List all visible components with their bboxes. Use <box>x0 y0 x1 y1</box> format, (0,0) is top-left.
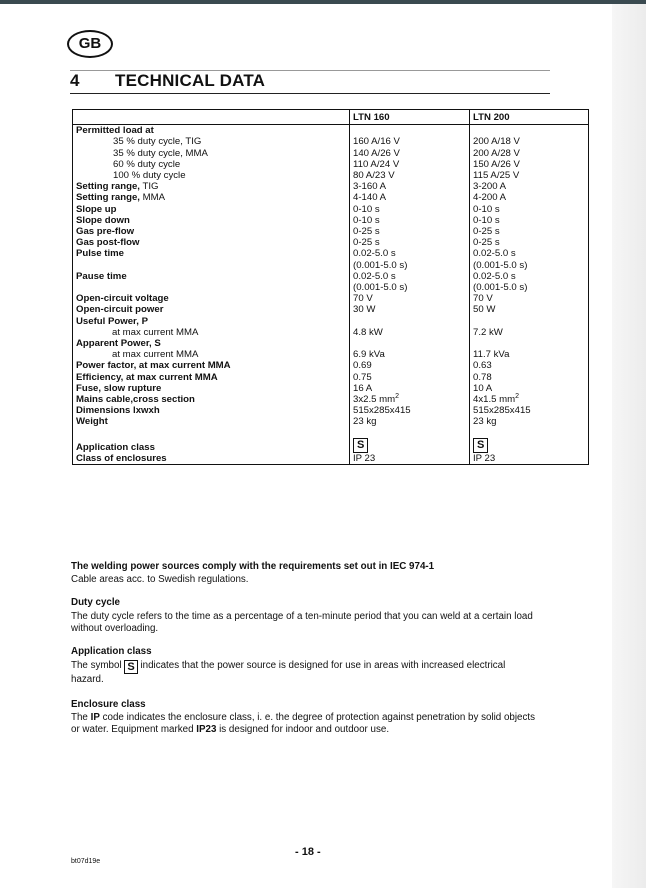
value-ltn160 <box>350 136 470 147</box>
table-row <box>73 136 589 147</box>
enclosure-text-2: code indicates the enclosure class, i. e. the degree of protection against penetration by solid objects or water. Equipment marked <box>71 712 536 735</box>
table-row <box>73 271 589 293</box>
cell-value: 3-160 A <box>353 181 387 193</box>
section-title-text: TECHNICAL DATA <box>115 71 266 90</box>
application-class-heading: Application class <box>71 646 152 657</box>
table-row <box>73 383 589 394</box>
value-ltn200 <box>470 159 589 170</box>
value-ltn200 <box>470 416 589 435</box>
application-class-symbol-icon: S <box>124 660 137 674</box>
row-label-text: Weight <box>76 416 108 428</box>
table-header-ltn160: LTN 160 <box>350 110 470 125</box>
page-number: - 18 - <box>295 846 321 858</box>
cell-value: 0-10 s <box>353 203 380 215</box>
row-label <box>73 394 350 405</box>
value-ltn160 <box>350 271 470 293</box>
cell-value: 150 A/26 V <box>473 158 520 170</box>
table-row <box>73 170 589 181</box>
viewer-scroll-gutter[interactable] <box>612 4 646 888</box>
row-label <box>73 416 350 435</box>
value-ltn160 <box>350 316 470 338</box>
table-row <box>73 215 589 226</box>
compliance-note: The welding power sources comply with the requirements set out in IEC 974-1 <box>71 561 435 572</box>
value-ltn160 <box>350 170 470 181</box>
row-label-text: Class of enclosures <box>76 452 167 464</box>
row-label-text: Permitted load at <box>76 125 154 137</box>
cell-value: 115 A/25 V <box>473 170 520 182</box>
row-label-text: Setting range, <box>76 181 140 193</box>
row-label-text: Slope up <box>76 203 117 215</box>
value-ltn200 <box>470 436 589 453</box>
row-label <box>73 226 350 237</box>
application-class-symbol-icon: S <box>353 438 368 453</box>
cell-value: 3-200 A <box>473 181 507 193</box>
cell-value: 160 A/16 V <box>353 136 400 148</box>
table-row <box>73 192 589 203</box>
row-label-text: 60 % duty cycle <box>113 158 181 170</box>
table-header-ltn200: LTN 200 <box>470 110 589 125</box>
row-label <box>73 248 350 270</box>
row-label <box>73 181 350 192</box>
enclosure-text-1: The <box>71 712 91 723</box>
cell-value: 4-140 A <box>353 192 387 204</box>
cell-value: 0.02-5.0 s <box>353 270 396 282</box>
table-row <box>73 372 589 383</box>
value-ltn200 <box>470 271 589 293</box>
document-code: bt07d19e <box>71 858 101 865</box>
row-label <box>73 405 350 416</box>
row-label <box>73 372 350 383</box>
value-ltn160 <box>350 192 470 203</box>
row-label <box>73 383 350 394</box>
row-label <box>73 136 350 147</box>
table-row <box>73 204 589 215</box>
application-class-symbol-icon: S <box>473 438 488 453</box>
cell-value: 200 A/28 V <box>473 147 520 159</box>
cell-value: 0-25 s <box>473 226 500 238</box>
section-number: 4 <box>70 71 80 90</box>
value-ltn160 <box>350 181 470 192</box>
value-ltn200 <box>470 293 589 304</box>
cell-value: 0-25 s <box>473 237 500 249</box>
duty-cycle-heading: Duty cycle <box>71 597 121 608</box>
value-ltn200 <box>470 338 589 360</box>
row-label <box>73 215 350 226</box>
row-label <box>73 293 350 304</box>
row-label-text: Pause time <box>76 270 127 282</box>
cell-value-secondary: (0.001-5.0 s) <box>353 282 408 294</box>
row-label-text: Application class <box>76 441 155 453</box>
value-ltn200 <box>470 170 589 181</box>
cell-value: 16 A <box>353 382 373 394</box>
value-ltn160 <box>350 159 470 170</box>
cell-value: 0-10 s <box>473 214 500 226</box>
table-row <box>73 304 589 315</box>
table-row <box>73 416 589 435</box>
value-ltn160 <box>350 360 470 371</box>
table-row <box>73 237 589 248</box>
value-ltn160 <box>350 215 470 226</box>
value-ltn160 <box>350 394 470 405</box>
row-label <box>73 192 350 203</box>
row-label-text: Fuse, slow rupture <box>76 382 162 394</box>
row-label <box>73 316 350 338</box>
row-label <box>73 453 350 465</box>
cell-value: 0.69 <box>353 360 372 372</box>
value-ltn200 <box>470 125 589 137</box>
cell-value-secondary: (0.001-5.0 s) <box>473 259 528 271</box>
value-ltn200 <box>470 237 589 248</box>
cell-value: 515x285x415 <box>473 405 531 417</box>
cell-value: 0.78 <box>473 371 492 383</box>
cell-value: 0-10 s <box>353 214 380 226</box>
value-ltn160 <box>350 304 470 315</box>
value-ltn200 <box>470 304 589 315</box>
table-row <box>73 360 589 371</box>
value-ltn200 <box>470 204 589 215</box>
cell-value: 70 V <box>473 293 493 305</box>
cell-value: 0-25 s <box>353 226 380 238</box>
table-row <box>73 453 589 465</box>
value-ltn200 <box>470 215 589 226</box>
value-ltn160 <box>350 248 470 270</box>
row-label-text: Gas post-flow <box>76 237 140 249</box>
cell-value: 30 W <box>353 304 376 316</box>
cell-value: IP 23 <box>473 452 496 464</box>
value-ltn200 <box>470 372 589 383</box>
cell-value: 0.02-5.0 s <box>473 270 516 282</box>
duty-cycle-text: The duty cycle refers to the time as a percentage of a ten-minute period that you can weld at a certain load without overloading. <box>71 611 533 634</box>
value-ltn160 <box>350 338 470 360</box>
row-label <box>73 148 350 159</box>
enclosure-text-3: is designed for indoor and outdoor use. <box>216 723 390 735</box>
cell-value: 7.2 kW <box>473 326 503 338</box>
cell-value: 4-200 A <box>473 192 507 204</box>
row-label-text: Apparent Power, S <box>76 338 161 350</box>
enclosure-ip: IP <box>90 712 100 723</box>
value-ltn160 <box>350 204 470 215</box>
value-ltn160 <box>350 226 470 237</box>
value-ltn200 <box>470 394 589 405</box>
table-row <box>73 436 589 453</box>
cell-value: 200 A/18 V <box>473 136 520 148</box>
row-label-text: Efficiency, at max current MMA <box>76 371 218 383</box>
row-label <box>73 338 350 360</box>
value-ltn200 <box>470 136 589 147</box>
value-ltn160 <box>350 436 470 453</box>
cell-superscript: 2 <box>395 393 400 401</box>
row-label <box>73 204 350 215</box>
value-ltn160 <box>350 405 470 416</box>
row-label <box>73 125 350 137</box>
cell-value: 0-10 s <box>473 203 500 215</box>
cell-value-secondary: (0.001-5.0 s) <box>473 282 528 294</box>
cell-value: 6.9 kVa <box>353 349 385 361</box>
cell-value: 0.02-5.0 s <box>473 248 516 260</box>
row-label <box>73 170 350 181</box>
row-label <box>73 237 350 248</box>
table-row <box>73 338 589 360</box>
section-rule-bottom <box>70 93 550 94</box>
row-label-text: Setting range, <box>76 192 140 204</box>
value-ltn200 <box>470 192 589 203</box>
row-label-sub: at max current MMA <box>112 349 199 361</box>
row-label-text: 100 % duty cycle <box>113 170 186 182</box>
cell-value: 515x285x415 <box>353 405 411 417</box>
cell-value: 3x2.5 mm <box>353 394 396 406</box>
cell-value: 23 kg <box>353 416 377 428</box>
row-label <box>73 360 350 371</box>
cell-value: 11.7 kVa <box>473 349 510 361</box>
cell-value: 0-25 s <box>353 237 380 249</box>
cell-value: IP 23 <box>353 452 376 464</box>
row-label-text: 35 % duty cycle, MMA <box>113 147 208 159</box>
cell-value: 4.8 kW <box>353 326 383 338</box>
language-badge: GB <box>67 30 113 58</box>
row-label-text: Slope down <box>76 214 130 226</box>
table-row <box>73 148 589 159</box>
enclosure-ip23: IP23 <box>196 723 217 735</box>
value-ltn160 <box>350 148 470 159</box>
value-ltn160 <box>350 416 470 435</box>
cell-value: 140 A/26 V <box>353 147 400 159</box>
cell-superscript: 2 <box>515 393 520 401</box>
value-ltn200 <box>470 248 589 270</box>
technical-data-table <box>72 109 589 465</box>
cell-value: 70 V <box>353 293 373 305</box>
application-text-post: indicates that the power source is designed for use in areas with increased electrical hazard. <box>71 660 506 685</box>
row-label-suffix: TIG <box>139 181 159 193</box>
row-label-text: Open-circuit voltage <box>76 293 169 305</box>
table-row <box>73 226 589 237</box>
row-label-sub: at max current MMA <box>112 326 199 338</box>
cell-value: 4x1.5 mm <box>473 394 516 406</box>
value-ltn200 <box>470 405 589 416</box>
row-label <box>73 159 350 170</box>
enclosure-class-heading: Enclosure class <box>71 699 146 710</box>
table-row <box>73 181 589 192</box>
row-label-text: Gas pre-flow <box>76 226 135 238</box>
application-text-pre: The symbol <box>71 660 122 671</box>
table-header-row <box>73 110 589 125</box>
table-row <box>73 405 589 416</box>
value-ltn160 <box>350 293 470 304</box>
value-ltn200 <box>470 383 589 394</box>
cell-value: 23 kg <box>473 416 497 428</box>
value-ltn160 <box>350 383 470 394</box>
value-ltn200 <box>470 226 589 237</box>
value-ltn200 <box>470 148 589 159</box>
table-row <box>73 159 589 170</box>
enclosure-class-text <box>71 712 546 735</box>
row-label <box>73 436 350 453</box>
cell-value: 0.75 <box>353 371 372 383</box>
value-ltn200 <box>470 360 589 371</box>
table-row <box>73 293 589 304</box>
value-ltn200 <box>470 316 589 338</box>
row-label-suffix: MMA <box>139 192 166 204</box>
row-label-text: 35 % duty cycle, TIG <box>113 136 202 148</box>
row-label-text: Pulse time <box>76 248 124 260</box>
table-row <box>73 248 589 270</box>
cell-value: 80 A/23 V <box>353 170 395 182</box>
cable-note: Cable areas acc. to Swedish regulations. <box>71 574 249 585</box>
value-ltn160 <box>350 453 470 465</box>
value-ltn200 <box>470 453 589 465</box>
table-row <box>73 125 589 137</box>
row-label-text: Open-circuit power <box>76 304 164 316</box>
cell-value: 110 A/24 V <box>353 158 400 170</box>
value-ltn200 <box>470 181 589 192</box>
value-ltn160 <box>350 372 470 383</box>
table-row <box>73 316 589 338</box>
application-class-text <box>71 660 511 686</box>
section-title <box>70 71 550 91</box>
row-label-text: Dimensions lxwxh <box>76 405 160 417</box>
table-header-cell <box>73 110 350 125</box>
row-label-text: Mains cable,cross section <box>76 394 195 406</box>
row-label <box>73 271 350 293</box>
cell-value: 0.63 <box>473 360 492 372</box>
cell-value-secondary: (0.001-5.0 s) <box>353 259 408 271</box>
cell-value: 10 A <box>473 382 493 394</box>
value-ltn160 <box>350 237 470 248</box>
row-label-text: Power factor, at max current MMA <box>76 360 231 372</box>
cell-value: 0.02-5.0 s <box>353 248 396 260</box>
row-label-text: Useful Power, P <box>76 315 148 327</box>
row-label <box>73 304 350 315</box>
value-ltn160 <box>350 125 470 137</box>
cell-value: 50 W <box>473 304 496 316</box>
table-row <box>73 394 589 405</box>
